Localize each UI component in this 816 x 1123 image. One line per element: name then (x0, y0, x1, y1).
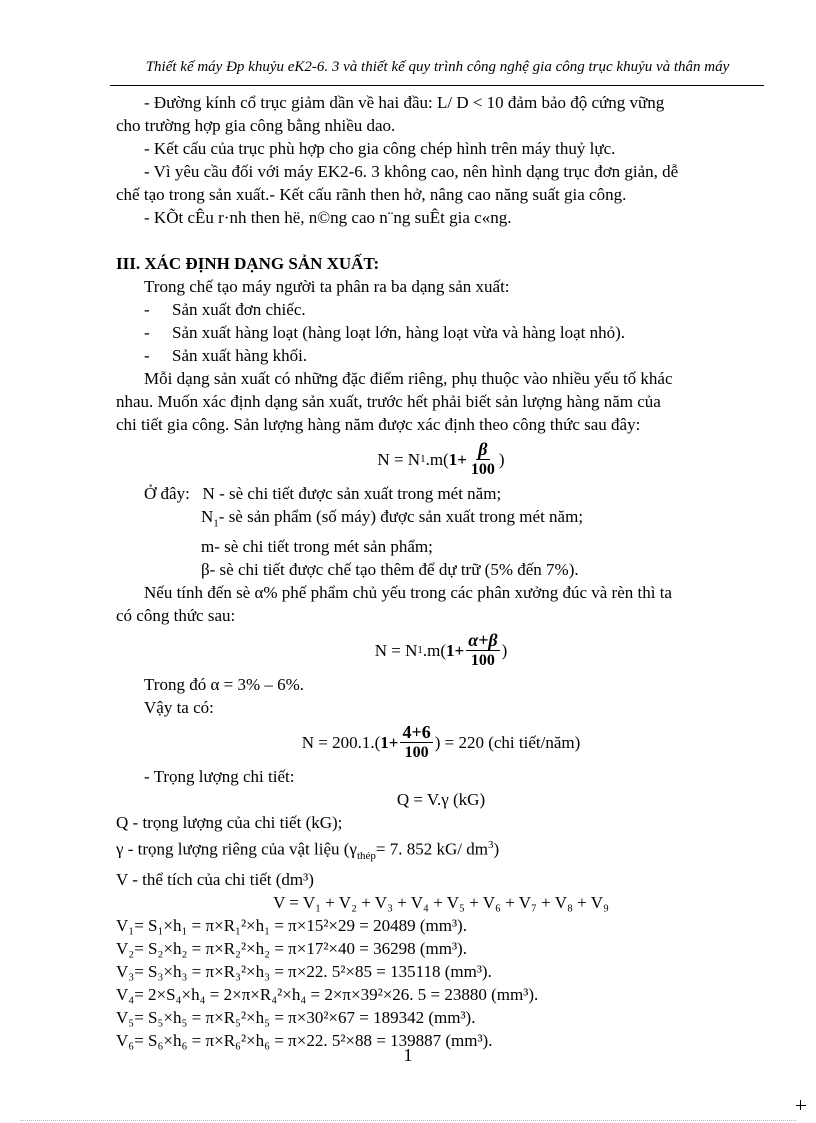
intro-line: - Đường kính cổ trục giảm dần về hai đầu: L/ D < 10 đảm bảo độ cứng vững (144, 93, 665, 112)
footer-rule (20, 1120, 796, 1121)
intro-line: - KÕt cÊu r·nh then hë, n©ng cao n¨ng suÊt gia c«ng. (144, 208, 512, 227)
bullet-item: - Sản xuất hàng loạt (hàng loạt lớn, hàng loạt vừa và hàng loạt nhỏ). (144, 323, 626, 342)
q-formula: Q = V.γ (kG) (396, 790, 486, 810)
definition-line: V - thể tích của chi tiết (dm³) (116, 870, 314, 890)
alpha-line: Trong đó α = 3% – 6%. (144, 675, 305, 695)
formula-n-alpha: N = N 1 .m( 1+ $\frac{\alpha+\beta}{100}$ ) (374, 629, 508, 669)
where-line: Ở đây: N - sè chi tiết được sản xuất trong mét năm; (144, 484, 502, 503)
volume-line: V₄= 2×S₄×h₄ = 2×π×R₄²×h₄ = 2×π×39²×26. 5 = 23880 (mm³). (116, 985, 539, 1005)
where-line: m- sè chi tiết trong mét sản phẩm; (201, 537, 433, 557)
bullet-item: - Sản xuất hàng khối. (144, 346, 308, 365)
paragraph-line: nhau. Muốn xác định dạng sản xuất, trước hết phải biết sản lượng hàng năm của (116, 392, 661, 411)
volume-line: V₅= S₅×h₅ = π×R₅²×h₅ = π×30²×67 = 189342 (mm³). (116, 1008, 476, 1028)
definition-line: γ - trọng lượng riêng của vật liệu ($\gamma_{thép}= 7$. 852 kG/ $dm^3$) (116, 839, 500, 863)
crop-mark (796, 1100, 806, 1110)
formula-result: N = 200.1.( 1+ $\frac{4+6}{100}$ ) = 220 (chi tiết/năm) (301, 721, 581, 761)
intro-line: - Vì yêu cầu đối với máy EK2-6. 3 không cao, nên hình dạng trục đơn giản, dễ (144, 162, 679, 181)
weight-heading: - Trọng lượng chi tiết: (144, 767, 295, 787)
header-rule (110, 85, 764, 86)
fraction: $\frac{\beta}{100}$ (470, 438, 495, 478)
fraction: $\frac{\alpha+\beta}{100}$ (468, 629, 498, 669)
volume-line: V₆= S₆×h₆ = π×R₆²×h₆ = π×22. 5²×88 = 139887 (mm³). (116, 1031, 493, 1051)
section-heading: III. XÁC ĐỊNH DẠNG SẢN XUẤT: (116, 254, 380, 273)
where-line: $N_1-$ sè sản phẩm (số máy) được sản xuất trong mét năm; (201, 507, 584, 530)
intro-line: chế tạo trong sản xuất.- Kết cấu rãnh then hở, nâng cao năng suất gia công. (116, 185, 627, 204)
intro-line: cho trường hợp gia công bằng nhiều dao. (116, 116, 396, 135)
fraction: $\frac{4+6}{100}$ (402, 721, 431, 761)
volume-line: V₂= S₂×h₂ = π×R₂²×h₂ = π×17²×40 = 36298 (mm³). (116, 939, 467, 959)
paragraph-line: Mỗi dạng sản xuất có những đặc điểm riêng, phụ thuộc vào nhiều yếu tố khác (144, 369, 673, 388)
where-line: β- sè chi tiết được chế tạo thêm để dự trữ (5% đến 7%). (201, 560, 579, 580)
volume-line: V₁= S₁×h₁ = π×R₁²×h₁ = π×15²×29 = 20489 (mm³). (116, 916, 467, 936)
bullet-item: - Sản xuất đơn chiếc. (144, 300, 306, 319)
paragraph-line: Nếu tính đến sè α% phế phẩm chủ yếu trong các phân xưởng đúc và rèn thì ta (144, 583, 672, 603)
paragraph-line: Vậy ta có: (144, 698, 214, 718)
running-header: Thiết kế máy Đp khuỷu eK2-6. 3 và thiết kế quy trình công nghệ gia công trục khuỷu và thân máy (145, 59, 730, 75)
paragraph-line: có công thức sau: (116, 606, 236, 626)
intro-line: - Kết cấu của trục phù hợp cho gia công chép hình trên máy thuỷ lực. (144, 139, 616, 158)
paragraph-line: chi tiết gia công. Sản lượng hàng năm được xác định theo công thức sau đây: (116, 415, 641, 434)
page-body (116, 91, 766, 1052)
volume-line: V₃= S₃×h₃ = π×R₃²×h₃ = π×22. 5²×85 = 135118 (mm³). (116, 962, 492, 982)
section-intro: Trong chế tạo máy người ta phân ra ba dạng sản xuất: (144, 277, 510, 296)
page-number: 1 (403, 1045, 413, 1065)
volume-sum: V = V₁ + V₂ + V₃ + V₄ + V₅ + V₆ + V₇ + V₈ + V₉ (273, 893, 609, 913)
definition-line: Q - trọng lượng của chi tiết (kG); (116, 813, 343, 833)
formula-n: N = N 1 .m( 1+ $\frac{\beta}{100}$ ) (377, 438, 505, 478)
